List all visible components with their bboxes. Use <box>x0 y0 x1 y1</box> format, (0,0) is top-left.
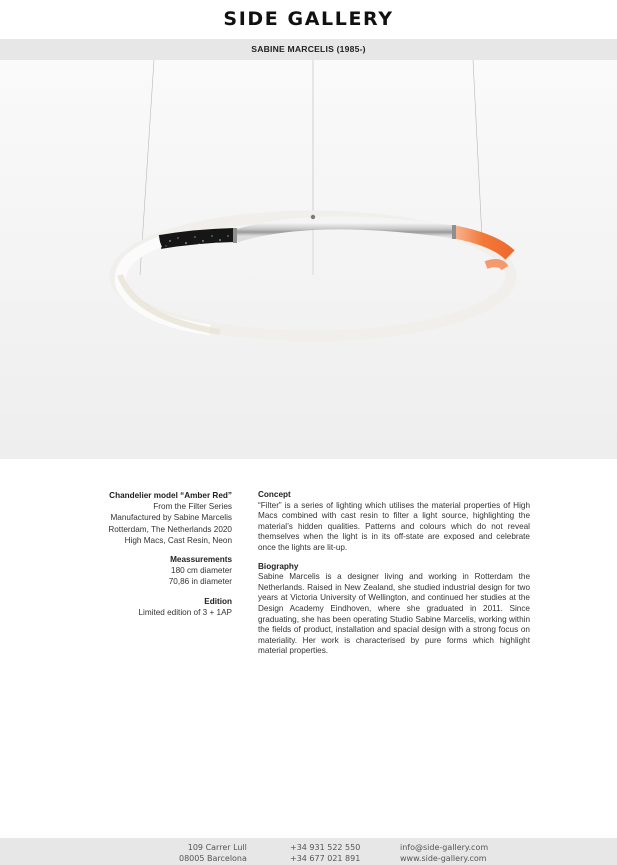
measurement-cm: 180 cm diameter <box>171 566 232 576</box>
artist-name: SABINE MARCELIS (1985-) <box>251 44 366 54</box>
email-link[interactable]: info@side-gallery.com <box>400 843 489 852</box>
detail-line: From the Filter Series <box>153 502 232 512</box>
measurement-in: 70,86 in diameter <box>168 577 232 587</box>
edition-text: Limited edition of 3 + 1AP <box>138 607 232 617</box>
detail-line: Rotterdam, The Netherlands 2020 <box>108 524 232 534</box>
concept-text: “Filter” is a series of lighting which utilises the material properties of High Macs combined with cast resin to filter a light source, highlighting the material’s hidden qualities. Patterns and colours which do not reveal themselves when the light is in its off-state are exposed and celebrate once the lights are lit-up. <box>258 500 530 552</box>
measurements-heading: Meassurements <box>170 555 232 565</box>
detail-line: High Macs, Cast Resin, Neon <box>124 535 232 545</box>
website-link[interactable]: www.side-gallery.com <box>400 854 487 863</box>
address-line: 109 Carrer Lull <box>187 843 247 852</box>
artwork-details <box>60 490 232 618</box>
detail-line: Manufactured by Sabine Marcelis <box>110 513 232 523</box>
product-photo <box>0 60 617 459</box>
ring-orange-section <box>455 232 510 255</box>
chandelier-ring-image <box>0 60 617 459</box>
footer-bar <box>0 838 617 865</box>
artwork-title: Chandelier model “Amber Red” <box>109 491 232 500</box>
footer-phones <box>290 842 360 864</box>
footer-contact <box>400 842 488 864</box>
biography-heading: Biography <box>258 561 299 571</box>
phone-link[interactable]: +34 677 021 891 <box>290 854 361 863</box>
biography-text: Sabine Marcelis is a designer living and working in Rotterdam the Netherlands. Raised in New Zealand, she studied industrial design for two years at Victoria University of Wellington, and continued her studies at the Design Academy Eindhoven, where she graduated in 2011. Since graduating, she has been operating Studio Sabine Marcelis, working within the fields of product, installation and spacial design with a strong focus on materiality. Her work is characterised by pure forms which highlight material properties. <box>258 572 530 656</box>
description-column <box>258 490 530 657</box>
concept-heading: Concept <box>258 490 291 499</box>
footer-address <box>179 842 247 864</box>
address-line: 08005 Barcelona <box>179 854 247 863</box>
brand-logo: SIDE GALLERY <box>223 8 394 30</box>
ring-black-section <box>160 235 234 242</box>
artist-title-bar <box>0 39 617 60</box>
ring-chrome-section <box>236 223 455 236</box>
phone-link[interactable]: +34 931 522 550 <box>290 843 361 852</box>
wire-right <box>473 60 482 238</box>
edition-heading: Edition <box>204 596 232 606</box>
